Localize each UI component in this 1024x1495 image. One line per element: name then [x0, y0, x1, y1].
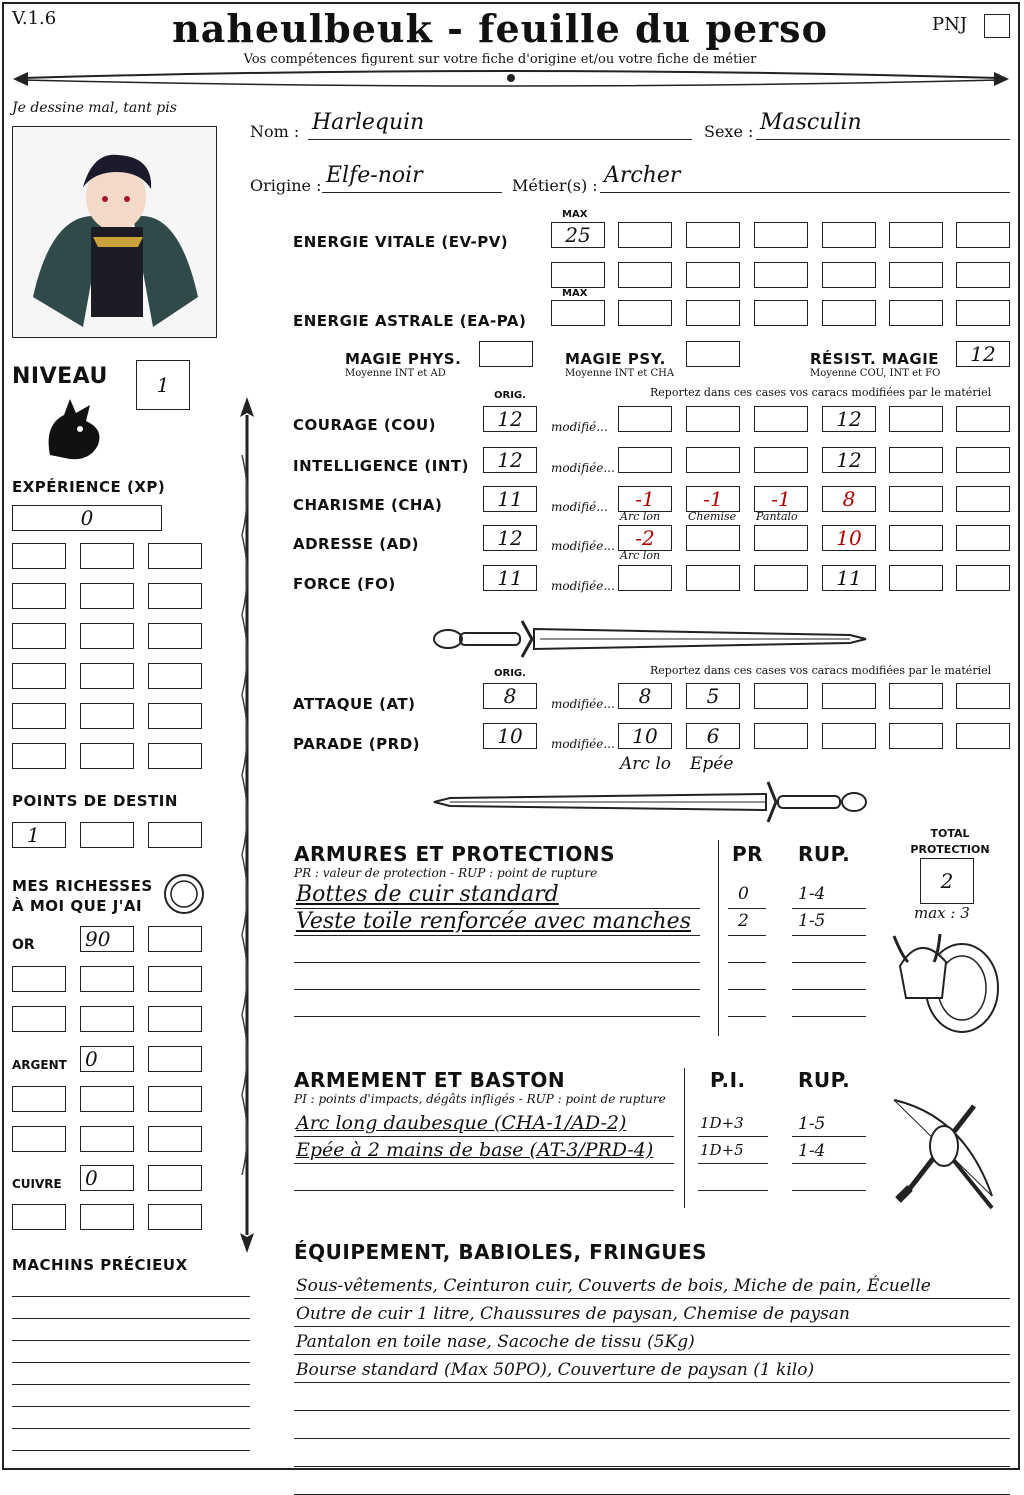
equip-text-1[interactable]: Outre de cuir 1 litre, Chaussures de paysan, Chemise de paysan: [296, 1304, 850, 1324]
armes-note: PI : points d'impacts, dégâts infligés - RUP : point de rupture: [294, 1092, 666, 1106]
dragon-head-icon: [40, 395, 106, 465]
helmet-shield-icon: [890, 926, 1002, 1036]
courage-mod-box-1[interactable]: [686, 406, 740, 432]
force-label: FORCE (FO): [293, 575, 396, 593]
xp-box-0-0[interactable]: [12, 543, 66, 569]
ev-row2-box-1[interactable]: [686, 262, 740, 288]
ea-row-box-4[interactable]: [889, 300, 943, 326]
armure-name-1[interactable]: Veste toile renforcée avec manches: [296, 909, 691, 934]
armure-rup-1[interactable]: 1-5: [798, 911, 826, 931]
attaque-modifie-label: modifiée...: [551, 697, 615, 711]
page-subtitle: Vos compétences figurent sur votre fiche d'origine et/ou votre fiche de métier: [243, 52, 757, 67]
charisme-mod-box-4[interactable]: [889, 486, 943, 512]
armure-line-1: [294, 935, 700, 936]
armes-title: ARMEMENT ET BASTON: [294, 1068, 566, 1092]
intelligence-mod-box-4[interactable]: [889, 447, 943, 473]
adresse-label: ADRESSE (AD): [293, 535, 420, 553]
armure-name-0[interactable]: Bottes de cuir standard: [296, 882, 559, 907]
resist-magie-box[interactable]: 12: [956, 341, 1010, 367]
sexe-field[interactable]: Masculin: [756, 110, 1010, 140]
ev-row1-box-4[interactable]: [889, 222, 943, 248]
magie-psy-box[interactable]: [686, 341, 740, 367]
armures-pr-header: PR: [732, 842, 764, 866]
money-box-0-0[interactable]: [148, 926, 202, 952]
argent-box[interactable]: 0: [80, 1046, 134, 1072]
armures-divider: [718, 840, 719, 1036]
money-box-6-0[interactable]: [148, 1165, 202, 1191]
ea-row-box-2[interactable]: [754, 300, 808, 326]
destin-label: POINTS DE DESTIN: [12, 792, 178, 810]
page-title: naheulbeuk - feuille du perso: [172, 6, 828, 51]
metier-label: Métier(s) :: [512, 176, 598, 195]
machins-line-2[interactable]: [12, 1340, 250, 1341]
ev-row2-box-0[interactable]: [618, 262, 672, 288]
combat-orig-label: ORIG.: [494, 668, 526, 679]
equip-text-0[interactable]: Sous-vêtements, Ceinturon cuir, Couverts de bois, Miche de pain, Écuelle: [296, 1276, 931, 1296]
armure-rup-line-3: [792, 989, 866, 990]
version-label: V.1.6: [12, 8, 57, 29]
money-box-7-1[interactable]: [80, 1204, 134, 1230]
courage-mod-box-2[interactable]: [754, 406, 808, 432]
arme-rup-line-0: [792, 1136, 866, 1137]
xp-box-3-0[interactable]: [12, 663, 66, 689]
total-protection-box[interactable]: 2: [920, 858, 974, 904]
pnj-label: PNJ: [932, 14, 968, 35]
ev-row1-box-2[interactable]: [754, 222, 808, 248]
armure-rup-line-4: [792, 1016, 866, 1017]
parade-orig-box[interactable]: 10: [483, 723, 537, 749]
armure-rup-line-1: [792, 935, 866, 936]
machins-line-6[interactable]: [12, 1428, 250, 1429]
ea-row-box-0[interactable]: [618, 300, 672, 326]
equip-line-4: [294, 1410, 1010, 1411]
xp-box[interactable]: 0: [12, 505, 162, 531]
machins-label: MACHINS PRÉCIEUX: [12, 1256, 188, 1274]
ev-row2-box-first[interactable]: [551, 262, 605, 288]
courage-modifie-label: modifié...: [551, 420, 608, 434]
xp-label: EXPÉRIENCE (XP): [12, 478, 166, 496]
xp-box-2-0[interactable]: [12, 623, 66, 649]
attaque-mod-box-1[interactable]: 5: [686, 683, 740, 709]
xp-box-0-2[interactable]: [148, 543, 202, 569]
armes-pi-header: P.I.: [710, 1068, 746, 1092]
armure-pr-1[interactable]: 2: [738, 911, 749, 931]
armure-pr-line-0: [728, 908, 766, 909]
money-box-2-1[interactable]: [80, 1006, 134, 1032]
charisme-note-0: Arc lon: [620, 510, 661, 523]
adresse-orig-box[interactable]: 12: [483, 525, 537, 551]
money-box-3-0[interactable]: [148, 1046, 202, 1072]
parade-label: PARADE (PRD): [293, 735, 421, 753]
armure-rup-line-0: [792, 908, 866, 909]
character-portrait-icon: [13, 127, 217, 338]
parade-mod-box-1[interactable]: 6: [686, 723, 740, 749]
ea-max-label: MAX: [562, 288, 588, 299]
arme-rup-1[interactable]: 1-4: [798, 1141, 826, 1161]
nom-field[interactable]: Harlequin: [308, 110, 692, 140]
force-mod-box-2[interactable]: [754, 565, 808, 591]
ev-row1-box-5[interactable]: [956, 222, 1010, 248]
metier-field[interactable]: Archer: [600, 163, 1010, 193]
equip-line-5: [294, 1438, 1010, 1439]
attaque-label: ATTAQUE (AT): [293, 695, 416, 713]
intelligence-orig-box[interactable]: 12: [483, 447, 537, 473]
xp-box-0-1[interactable]: [80, 543, 134, 569]
equip-line-6: [294, 1466, 1010, 1467]
charisme-orig-box[interactable]: 11: [483, 486, 537, 512]
attaque-mod-box-0[interactable]: 8: [618, 683, 672, 709]
money-box-4-2[interactable]: [148, 1086, 202, 1112]
charisme-note-1: Chemise: [688, 510, 737, 523]
xp-box-5-1[interactable]: [80, 743, 134, 769]
armure-pr-0[interactable]: 0: [738, 884, 749, 904]
arme-name-1[interactable]: Epée à 2 mains de base (AT-3/PRD-4): [296, 1139, 654, 1161]
parade-mod-box-5[interactable]: [956, 723, 1010, 749]
arme-pi-1[interactable]: 1D+5: [700, 1141, 744, 1159]
ev-max-label: MAX: [562, 209, 588, 220]
weapons-icon: [884, 1096, 1002, 1214]
destin-box[interactable]: 1: [12, 822, 66, 848]
armure-pr-line-4: [728, 1016, 766, 1017]
equip-line-3: [294, 1382, 1010, 1383]
xp-box-4-2[interactable]: [148, 703, 202, 729]
armure-line-4: [294, 1016, 700, 1017]
machins-line-5[interactable]: [12, 1406, 250, 1407]
armure-rup-line-2: [792, 962, 866, 963]
charisme-note-2: Pantalo: [756, 510, 798, 523]
charisme-mod-box-1[interactable]: -1: [686, 486, 740, 512]
richesses-label: MES RICHESSES À MOI QUE J'AI: [12, 877, 153, 915]
equip-line-2: [294, 1354, 1010, 1355]
arme-line-1: [294, 1163, 674, 1164]
xp-box-4-0[interactable]: [12, 703, 66, 729]
sword-divider-2-icon: [430, 778, 870, 828]
arme-pi-0[interactable]: 1D+3: [700, 1114, 744, 1132]
armures-note: PR : valeur de protection - RUP : point de rupture: [294, 866, 598, 880]
money-box-7-0[interactable]: [12, 1204, 66, 1230]
charisme-mod-box-2[interactable]: -1: [754, 486, 808, 512]
ev-row2-box-3[interactable]: [822, 262, 876, 288]
arme-pi-line-1: [698, 1163, 768, 1164]
charisme-label: CHARISME (CHA): [293, 496, 443, 514]
adresse-modifie-label: modifiée...: [551, 539, 615, 553]
combat-note-2: Epée: [690, 754, 734, 774]
bow-divider-icon: [8, 66, 1014, 96]
adresse-mod-box-1[interactable]: [686, 525, 740, 551]
destin-box-2[interactable]: [80, 822, 134, 848]
magie-phys-note: Moyenne INT et AD: [345, 368, 446, 379]
adresse-mod-box-0[interactable]: -2: [618, 525, 672, 551]
niveau-box[interactable]: 1: [136, 360, 190, 410]
origine-field[interactable]: Elfe-noir: [322, 163, 502, 193]
money-box-2-2[interactable]: [148, 1006, 202, 1032]
armures-rup-header: RUP.: [798, 842, 851, 866]
arme-pi-line-0: [698, 1136, 768, 1137]
xp-box-2-2[interactable]: [148, 623, 202, 649]
charisme-mod-box-3[interactable]: 8: [822, 486, 876, 512]
armure-pr-line-3: [728, 989, 766, 990]
intelligence-mod-box-5[interactable]: [956, 447, 1010, 473]
force-mod-box-1[interactable]: [686, 565, 740, 591]
adresse-mod-box-2[interactable]: [754, 525, 808, 551]
parade-mod-box-4[interactable]: [889, 723, 943, 749]
xp-box-1-1[interactable]: [80, 583, 134, 609]
machins-line-3[interactable]: [12, 1362, 250, 1363]
arme-rup-line-2: [792, 1190, 866, 1191]
money-box-7-2[interactable]: [148, 1204, 202, 1230]
ev-row1-box-1[interactable]: [686, 222, 740, 248]
money-box-5-2[interactable]: [148, 1126, 202, 1152]
equip-text-2[interactable]: Pantalon en toile nase, Sacoche de tissu (5Kg): [296, 1332, 695, 1352]
cuivre-label: CUIVRE: [12, 1177, 62, 1191]
intelligence-mod-box-0[interactable]: [618, 447, 672, 473]
ea-row-box-5[interactable]: [956, 300, 1010, 326]
caracs-report-note: Reportez dans ces cases vos caracs modifiées par le matériel: [650, 386, 992, 399]
origine-label: Origine :: [250, 176, 322, 195]
adresse-mod-box-4[interactable]: [889, 525, 943, 551]
armure-line-2: [294, 962, 700, 963]
courage-mod-box-4[interactable]: [889, 406, 943, 432]
courage-label: COURAGE (COU): [293, 416, 437, 434]
courage-mod-box-5[interactable]: [956, 406, 1010, 432]
adresse-note-0: Arc lon: [620, 549, 661, 562]
money-box-4-0[interactable]: [12, 1086, 66, 1112]
sword-divider-icon: [430, 615, 870, 663]
equipement-title: ÉQUIPEMENT, BABIOLES, FRINGUES: [294, 1240, 708, 1264]
magie-psy-label: MAGIE PSY.: [565, 350, 666, 368]
portrait-caption: Je dessine mal, tant pis: [12, 100, 177, 116]
ev-row2-box-4[interactable]: [889, 262, 943, 288]
arme-line-2: [294, 1190, 674, 1191]
adresse-mod-box-5[interactable]: [956, 525, 1010, 551]
money-box-1-2[interactable]: [148, 966, 202, 992]
xp-box-5-0[interactable]: [12, 743, 66, 769]
machins-line-7[interactable]: [12, 1450, 250, 1451]
charisme-modifie-label: modifié...: [551, 500, 608, 514]
magie-phys-box[interactable]: [479, 341, 533, 367]
charisme-mod-box-5[interactable]: [956, 486, 1010, 512]
xp-box-5-2[interactable]: [148, 743, 202, 769]
money-box-4-1[interactable]: [80, 1086, 134, 1112]
attaque-orig-box[interactable]: 8: [483, 683, 537, 709]
resist-magie-label: RÉSIST. MAGIE: [810, 350, 940, 368]
intelligence-mod-box-2[interactable]: [754, 447, 808, 473]
ea-label: ENERGIE ASTRALE (EA-PA): [293, 312, 527, 330]
ev-row2-box-5[interactable]: [956, 262, 1010, 288]
machins-line-0[interactable]: [12, 1296, 250, 1297]
magie-psy-note: Moyenne INT et CHA: [565, 368, 675, 379]
nom-label: Nom :: [250, 122, 300, 141]
ea-row-box-1[interactable]: [686, 300, 740, 326]
armure-line-3: [294, 989, 700, 990]
courage-mod-box-3[interactable]: 12: [822, 406, 876, 432]
intelligence-mod-box-1[interactable]: [686, 447, 740, 473]
ev-row2-box-2[interactable]: [754, 262, 808, 288]
ea-max-box[interactable]: [551, 300, 605, 326]
force-orig-box[interactable]: 11: [483, 565, 537, 591]
xp-box-2-1[interactable]: [80, 623, 134, 649]
resist-magie-note: Moyenne COU, INT et FO: [810, 368, 941, 379]
force-mod-box-0[interactable]: [618, 565, 672, 591]
spear-divider-icon: [232, 395, 262, 1255]
arme-rup-line-1: [792, 1163, 866, 1164]
ev-row1-box-0[interactable]: [618, 222, 672, 248]
ev-label: ENERGIE VITALE (EV-PV): [293, 233, 509, 251]
arme-rup-0[interactable]: 1-5: [798, 1114, 826, 1134]
xp-box-4-1[interactable]: [80, 703, 134, 729]
combat-note-1: Arc lo: [620, 754, 671, 774]
armure-pr-line-1: [728, 935, 766, 936]
magie-phys-label: MAGIE PHYS.: [345, 350, 462, 368]
courage-orig-box[interactable]: 12: [483, 406, 537, 432]
attaque-mod-box-5[interactable]: [956, 683, 1010, 709]
money-box-5-1[interactable]: [80, 1126, 134, 1152]
arme-name-0[interactable]: Arc long daubesque (CHA-1/AD-2): [296, 1112, 627, 1134]
sexe-label: Sexe :: [704, 122, 754, 141]
courage-mod-box-0[interactable]: [618, 406, 672, 432]
ev-max-box[interactable]: 25: [551, 222, 605, 248]
ev-row1-box-3[interactable]: [822, 222, 876, 248]
parade-mod-box-3[interactable]: [822, 723, 876, 749]
money-box-2-0[interactable]: [12, 1006, 66, 1032]
or-box[interactable]: 90: [80, 926, 134, 952]
attaque-mod-box-4[interactable]: [889, 683, 943, 709]
armures-title: ARMURES ET PROTECTIONS: [294, 842, 615, 866]
pnj-checkbox[interactable]: [984, 14, 1010, 38]
niveau-label: NIVEAU: [12, 364, 108, 389]
arme-line-0: [294, 1136, 674, 1137]
parade-mod-box-0[interactable]: 10: [618, 723, 672, 749]
force-modifie-label: modifiée...: [551, 579, 615, 593]
arme-pi-line-2: [698, 1190, 768, 1191]
xp-box-3-1[interactable]: [80, 663, 134, 689]
xp-box-3-2[interactable]: [148, 663, 202, 689]
ea-row-box-3[interactable]: [822, 300, 876, 326]
equip-line-0: [294, 1298, 1010, 1299]
armes-divider: [684, 1068, 685, 1208]
intelligence-label: INTELLIGENCE (INT): [293, 457, 469, 475]
money-box-1-0[interactable]: [12, 966, 66, 992]
force-mod-box-4[interactable]: [889, 565, 943, 591]
portrait-frame: [12, 126, 217, 338]
combat-report-note: Reportez dans ces cases vos caracs modifiées par le matériel: [650, 664, 992, 677]
xp-box-1-2[interactable]: [148, 583, 202, 609]
parade-modifie-label: modifiée...: [551, 737, 615, 751]
total-protection-label: TOTAL PROTECTION: [910, 827, 990, 856]
intelligence-mod-box-3[interactable]: 12: [822, 447, 876, 473]
equip-line-1: [294, 1326, 1010, 1327]
machins-line-1[interactable]: [12, 1318, 250, 1319]
machins-line-4[interactable]: [12, 1384, 250, 1385]
coin-icon: [162, 872, 206, 916]
attaque-mod-box-2[interactable]: [754, 683, 808, 709]
argent-label: ARGENT: [12, 1058, 67, 1072]
armure-pr-line-2: [728, 962, 766, 963]
destin-box-3[interactable]: [148, 822, 202, 848]
force-mod-box-5[interactable]: [956, 565, 1010, 591]
caracs-orig-label: ORIG.: [494, 390, 526, 401]
intelligence-modifie-label: modifiée...: [551, 461, 615, 475]
attaque-mod-box-3[interactable]: [822, 683, 876, 709]
armes-rup-header: RUP.: [798, 1068, 851, 1092]
armure-rup-0[interactable]: 1-4: [798, 884, 826, 904]
money-box-5-0[interactable]: [12, 1126, 66, 1152]
money-box-1-1[interactable]: [80, 966, 134, 992]
or-label: OR: [12, 937, 35, 953]
xp-box-1-0[interactable]: [12, 583, 66, 609]
charisme-mod-box-0[interactable]: -1: [618, 486, 672, 512]
cuivre-box[interactable]: 0: [80, 1165, 134, 1191]
adresse-mod-box-3[interactable]: 10: [822, 525, 876, 551]
total-protection-max: max : 3: [914, 904, 970, 922]
parade-mod-box-2[interactable]: [754, 723, 808, 749]
equip-text-3[interactable]: Bourse standard (Max 50PO), Couverture de paysan (1 kilo): [296, 1360, 815, 1380]
force-mod-box-3[interactable]: 11: [822, 565, 876, 591]
